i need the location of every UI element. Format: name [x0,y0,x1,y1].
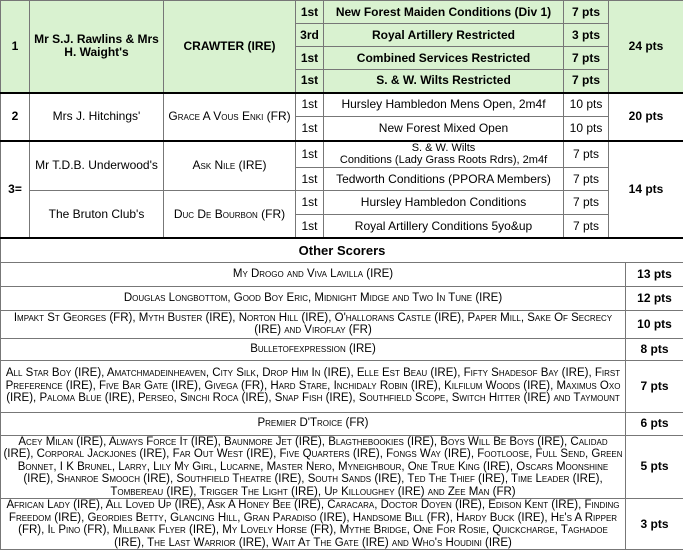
scorer-names: Douglas Longbottom, Good Boy Eric, Midnight Midge and Two In Tune (IRE) [1,286,626,310]
horse-cell: Duc De Bourbon (FR) [164,191,296,239]
scorer-names: Premier D'Troice (FR) [1,412,626,435]
leaders-table [0,0,683,239]
scorer-pts: 12 pts [626,286,683,310]
place-cell: 1st [296,117,324,141]
place-cell: 1st [296,1,324,24]
leader-row [1,1,683,24]
place-cell: 1st [296,70,324,93]
position-cell: 2 [1,93,30,141]
place-cell: 1st [296,93,324,117]
other-scorer-row [1,286,683,310]
owner-cell: Mr T.D.B. Underwood's [30,141,164,191]
leader-row [1,141,683,168]
scorer-names: Impakt St Georges (FR), Myth Buster (IRE), Norton Hill (IRE), O'hallorans Castle (IRE), Paper Mill, Sake Of Secrecy (IRE) and Viroflay (FR) [1,310,626,338]
other-scorers-title: Other Scorers [1,238,683,262]
race-pts-cell: 10 pts [564,117,609,141]
scorer-names: Acey Milan (IRE), Always Force It (IRE), Baunmore Jet (IRE), Blagthebookies (IRE), Boys Will Be Boys (IRE), Calidad (IRE), Corporal Jackjones (IRE), Far Out West (IRE), Five Quarters (IRE), Fongs Way (IRE), Footloose, Full Send, Green Bonnet, I K Brunel, Larry, Lily My Girl, Lucarne, Master Nero, Myneighbour, One True King (IRE), Oscars Moonshine (IRE), Shanroe Smooch (IRE), Southfield Theatre (IRE), South Sands (IRE), Ted The Thief (IRE), Time Leader (IRE), Tombereau (IRE), Trigger The Light (IRE), Up Killoughey (IRE) and Zee Man (FR) [1,435,626,499]
position-cell: 1 [1,1,30,93]
race-cell [324,141,564,168]
total-pts-cell: 14 pts [609,141,683,239]
race-cell: Hursley Hambledon Conditions [324,191,564,215]
owner-cell: Mr S.J. Rawlins & Mrs H. Waight's [30,1,164,93]
other-scorer-row [1,435,683,499]
race-pts-cell: 7 pts [564,1,609,24]
race-cell: Royal Artillery Conditions 5yo&up [324,215,564,239]
place-cell: 1st [296,168,324,191]
place-cell: 1st [296,191,324,215]
race-pts-cell: 10 pts [564,93,609,117]
race-pts-cell: 7 pts [564,70,609,93]
owner-cell: Mrs J. Hitchings' [30,93,164,141]
race-cell: Tedworth Conditions (PPORA Members) [324,168,564,191]
scorer-names: Bulletofexpression (IRE) [1,338,626,360]
owner-cell: The Bruton Club's [30,191,164,239]
race-line-1: S. & W. Wilts [327,142,560,154]
other-scorer-row [1,412,683,435]
race-cell: Royal Artillery Restricted [324,24,564,47]
other-scorer-row [1,262,683,286]
other-scorer-row [1,338,683,360]
race-cell: Combined Services Restricted [324,47,564,70]
race-cell: Hursley Hambledon Mens Open, 2m4f [324,93,564,117]
race-cell: S. & W. Wilts Restricted [324,70,564,93]
race-pts-cell: 7 pts [564,141,609,168]
scorer-pts: 13 pts [626,262,683,286]
other-scorers-header-row [1,238,683,262]
total-pts-cell: 24 pts [609,1,683,93]
scorer-names: All Star Boy (IRE), Amatchmadeinheaven, City Silk, Drop Him In (IRE), Elle Est Beau (IRE), Fifty Shadesof Bay (IRE), First Preference (IRE), Five Bar Gate (IRE), Givega (FR), Hard Stare, Inchidaly Robin (IRE), Kilfilum Woods (IRE), Maximus Oxo (IRE), Paloma Blue (IRE), Perseo, Sinchi Roca (IRE), Snap Fish (IRE), Southfield Scope, Switch Hitter (IRE) and Taymount [1,360,626,412]
race-pts-cell: 7 pts [564,47,609,70]
place-cell: 1st [296,47,324,70]
leader-row [1,191,683,215]
scorer-pts: 7 pts [626,360,683,412]
other-scorer-row [1,499,683,550]
horse-cell: Ask Nile (IRE) [164,141,296,191]
total-pts-cell: 20 pts [609,93,683,141]
race-pts-cell: 7 pts [564,215,609,239]
place-cell: 3rd [296,24,324,47]
position-cell: 3= [1,141,30,239]
race-cell: New Forest Maiden Conditions (Div 1) [324,1,564,24]
place-cell: 1st [296,141,324,168]
race-line-2: Conditions (Lady Grass Roots Rdrs), 2m4f [327,154,560,166]
scorer-pts: 5 pts [626,435,683,499]
scorer-names: My Drogo and Viva Lavilla (IRE) [1,262,626,286]
scorer-pts: 10 pts [626,310,683,338]
leader-row [1,93,683,117]
race-pts-cell: 7 pts [564,191,609,215]
other-scorers-table [0,237,683,550]
horse-cell: CRAWTER (IRE) [164,1,296,93]
scorer-pts: 6 pts [626,412,683,435]
place-cell: 1st [296,215,324,239]
race-cell: New Forest Mixed Open [324,117,564,141]
scorer-names: African Lady (IRE), All Loved Up (IRE), Ask A Honey Bee (IRE), Caracara, Doctor Doyen (IRE), Edison Kent (IRE), Finding Freedom (IRE), Geordies Betty, Glancing Hill, Gran Paradiso (IRE), Handsome Bill (FR), Hardy Buck (IRE), He's A Ripper (FR), Il Pino (FR), Millbank Flyer (IRE), My Lovely Horse (FR), Mythe Bridge, One For Rosie, Quickcharge, Taghadoe (IRE), The Last Warrior (IRE), Wait At The Gate (IRE) and Who's Houdini (IRE) [1,499,626,550]
race-pts-cell: 7 pts [564,168,609,191]
scorer-pts: 8 pts [626,338,683,360]
horse-cell: Grace A Vous Enki (FR) [164,93,296,141]
race-pts-cell: 3 pts [564,24,609,47]
other-scorer-row [1,310,683,338]
scorer-pts: 3 pts [626,499,683,550]
other-scorer-row [1,360,683,412]
